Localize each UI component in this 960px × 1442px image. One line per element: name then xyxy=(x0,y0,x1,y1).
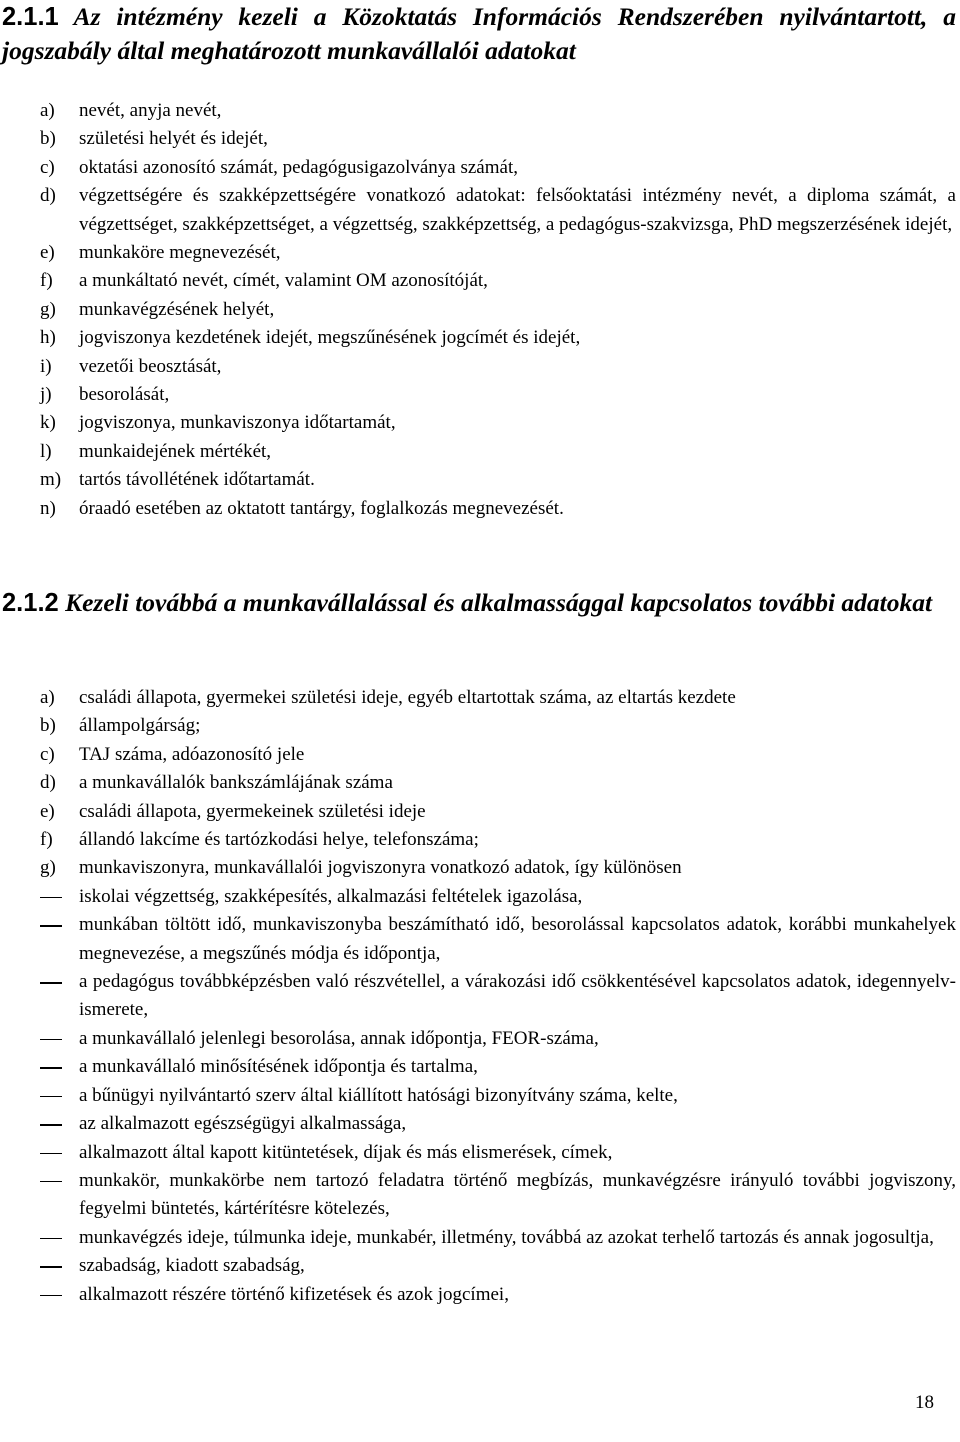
dash-bullet-icon xyxy=(40,982,62,984)
list-item xyxy=(40,125,956,153)
list-item xyxy=(40,826,956,854)
item-text: az alkalmazott egészségügyi alkalmassága, xyxy=(79,1113,407,1135)
list-item xyxy=(40,267,956,295)
item-text: TAJ száma, adóazonosító jele xyxy=(79,743,305,765)
item-label: b) xyxy=(40,128,56,150)
dash-list-item xyxy=(40,1139,956,1167)
item-text: születési helyét és idejét, xyxy=(79,128,268,150)
item-label: g) xyxy=(40,857,56,879)
list-item xyxy=(40,296,956,324)
section-2-title: Kezeli továbbá a munkavállalással és alkalmassággal kapcsolatos további adatokat xyxy=(65,588,933,617)
dash-bullet-icon xyxy=(40,897,62,899)
dash-bullet-icon xyxy=(40,1153,62,1155)
item-label: e) xyxy=(40,800,55,822)
item-text: besorolását, xyxy=(79,384,170,406)
dash-list-item xyxy=(40,1281,956,1309)
dash-list-item xyxy=(40,1053,956,1081)
item-text: munkaviszonyra, munkavállalói jogviszonyra vonatkozó adatok, így különösen xyxy=(79,857,682,879)
item-label: f) xyxy=(40,270,53,292)
item-label: j) xyxy=(40,384,52,406)
item-label: a) xyxy=(40,687,55,708)
section-2-number: 2.1.2 xyxy=(2,589,59,617)
item-text: a munkavállaló minősítésének időpontja és tartalma, xyxy=(79,1056,478,1078)
dash-bullet-icon xyxy=(40,1039,62,1041)
item-text: jogviszonya kezdetének idejét, megszűnésének jogcímét és idejét, xyxy=(79,327,581,349)
item-text: jogviszonya, munkaviszonya időtartamát, xyxy=(79,412,396,434)
item-label: e) xyxy=(40,242,55,264)
item-text: állampolgárság; xyxy=(79,715,201,737)
dash-list-item xyxy=(40,883,956,911)
item-label: k) xyxy=(40,412,56,434)
list-item xyxy=(40,854,956,882)
item-label: c) xyxy=(40,743,55,765)
dash-bullet-icon xyxy=(40,1181,62,1183)
list-item xyxy=(40,769,956,797)
item-label: b) xyxy=(40,715,56,737)
item-text: munkában töltött idő, munkaviszonyba beszámítható idő, besorolással kapcsolatos adatok, korábbi munkahelyek megnevezése, a megszűnés módja és időpontja, xyxy=(79,914,956,964)
dash-list-item xyxy=(40,1110,956,1138)
list-item xyxy=(40,97,956,125)
item-text: munkavégzés ideje, túlmunka ideje, munkabér, illetmény, továbbá az azokat terhelő tartozás és annak jogosultja, xyxy=(79,1226,934,1248)
dash-list-item xyxy=(40,1025,956,1053)
list-item xyxy=(40,182,956,239)
item-text: állandó lakcíme és tartózkodási helye, telefonszáma; xyxy=(79,829,479,851)
item-text: munkavégzésének helyét, xyxy=(79,298,275,320)
dash-bullet-icon xyxy=(40,1067,62,1069)
item-text: végzettségére és szakképzettségére vonatkozó adatokat: felsőoktatási intézmény nevét, a diploma számát, a végzettséget, szakképzettséget, a végzettség, szakképzettség, a pedagógus-szakvizsga, PhD megszerzésének idejét, xyxy=(79,185,956,235)
list-item xyxy=(40,438,956,466)
item-text: munkaköre megnevezését, xyxy=(79,242,281,264)
section-1-number: 2.1.1 xyxy=(2,3,59,31)
dash-bullet-icon xyxy=(40,1124,62,1126)
dash-list-item xyxy=(40,968,956,1025)
item-text: munkaidejének mértékét, xyxy=(79,440,272,462)
item-text: alkalmazott részére történő kifizetések és azok jogcímei, xyxy=(79,1283,509,1305)
list-item xyxy=(40,712,956,740)
item-text: a munkavállaló jelenlegi besorolása, annak időpontja, FEOR-száma, xyxy=(79,1027,599,1049)
list-item xyxy=(40,409,956,437)
dash-bullet-icon xyxy=(40,925,62,927)
list-item xyxy=(40,353,956,381)
item-text: családi állapota, gyermekeinek születési ideje xyxy=(79,800,426,822)
list-item xyxy=(40,798,956,826)
dash-bullet-icon xyxy=(40,1238,62,1240)
dash-bullet-icon xyxy=(40,1096,62,1098)
dash-list-item xyxy=(40,1167,956,1224)
list-item xyxy=(40,741,956,769)
item-label: c) xyxy=(40,156,55,178)
item-text: munkakör, munkakörbe nem tartozó feladatra történő megbízás, munkavégzésre irányuló további jogviszony, fegyelmi büntetés, kártérítésre kötelezés, xyxy=(79,1169,956,1220)
list-item xyxy=(40,684,956,712)
dash-list-item xyxy=(40,1082,956,1110)
item-text: a munkavállalók bankszámlájának száma xyxy=(79,772,393,794)
list-item xyxy=(40,495,956,523)
list-item xyxy=(40,324,956,352)
section-2-heading xyxy=(2,586,956,620)
item-label: n) xyxy=(40,497,56,519)
list-item xyxy=(40,154,956,182)
page-number: 18 xyxy=(915,1392,934,1413)
item-text: iskolai végzettség, szakképesítés, alkalmazási feltételek igazolása, xyxy=(79,885,583,907)
item-label: a) xyxy=(40,100,55,121)
section-2-list xyxy=(40,684,956,1309)
item-text: nevét, anyja nevét, xyxy=(79,100,222,121)
item-text: a munkáltató nevét, címét, valamint OM azonosítóját, xyxy=(79,270,488,292)
dash-list-item xyxy=(40,1224,956,1252)
item-text: oktatási azonosító számát, pedagógusigazolványa számát, xyxy=(79,156,518,178)
item-label: f) xyxy=(40,829,53,851)
list-item xyxy=(40,466,956,494)
item-text: a bűnügyi nyilvántartó szerv által kiállított hatósági bizonyítvány száma, kelte, xyxy=(79,1084,678,1106)
item-text: vezetői beosztását, xyxy=(79,355,222,377)
section-1-list xyxy=(40,97,956,523)
dash-bullet-icon xyxy=(40,1266,62,1268)
item-label: l) xyxy=(40,440,52,462)
item-text: tartós távollétének időtartamát. xyxy=(79,469,315,491)
item-text: alkalmazott által kapott kitüntetések, díjak és más elismerések, címek, xyxy=(79,1141,613,1163)
item-label: h) xyxy=(40,327,56,349)
item-text: óraadó esetében az oktatott tantárgy, foglalkozás megnevezését. xyxy=(79,497,564,519)
item-label: m) xyxy=(40,469,62,491)
section-1-title: Az intézmény kezeli a Közoktatás Információs Rendszerében nyilvántartott, a jogszabály által meghatározott munkavállalói adatokat xyxy=(2,2,956,65)
list-item xyxy=(40,239,956,267)
item-text: szabadság, kiadott szabadság, xyxy=(79,1255,305,1277)
item-label: d) xyxy=(40,185,56,207)
item-label: i) xyxy=(40,355,52,377)
item-text: a pedagógus továbbképzésben való részvétellel, a várakozási idő csökkentésével kapcsolatos adatok, idegennyelv-ismerete, xyxy=(79,971,956,1021)
item-label: g) xyxy=(40,298,56,320)
list-item xyxy=(40,381,956,409)
item-label: d) xyxy=(40,772,56,794)
dash-bullet-icon xyxy=(40,1295,62,1297)
item-text: családi állapota, gyermekei születési ideje, egyéb eltartottak száma, az eltartás kezdete xyxy=(79,687,736,708)
section-1-heading xyxy=(2,0,956,67)
dash-list-item xyxy=(40,911,956,968)
dash-list-item xyxy=(40,1252,956,1280)
